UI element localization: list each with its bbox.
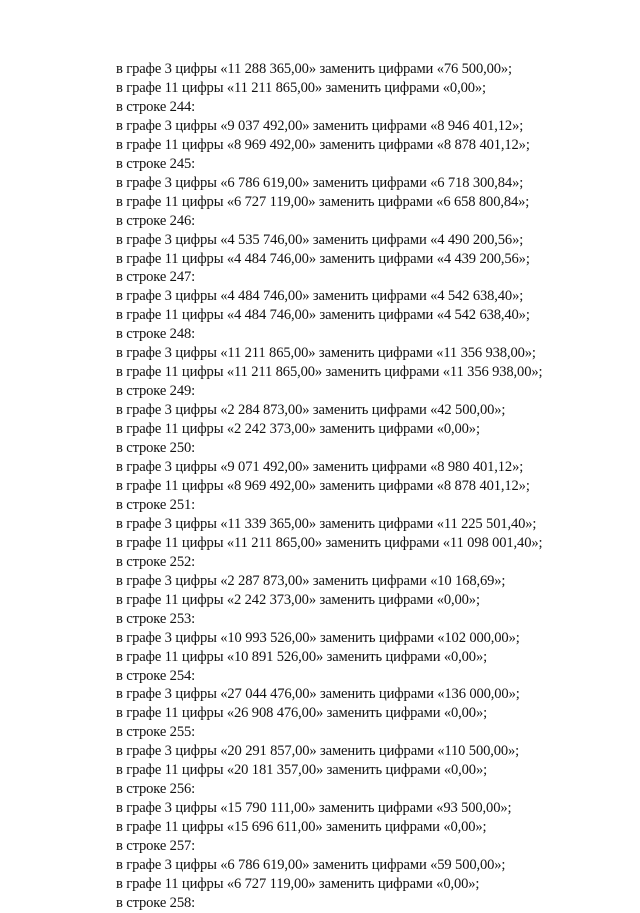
row-heading: в строке 245: <box>116 155 196 172</box>
row-heading: в строке 248: <box>116 326 196 343</box>
text-line: в графе 11 цифры «8 969 492,00» заменить цифрами «8 878 401,12»; <box>116 136 530 153</box>
text-line: в графе 3 цифры «2 287 873,00» заменить цифрами «10 168,69»; <box>116 572 506 589</box>
row-heading: в строке 254: <box>116 667 196 684</box>
text-line: в графе 3 цифры «27 044 476,00» заменить цифрами «136 000,00»; <box>116 686 520 703</box>
text-line: в графе 3 цифры «9 037 492,00» заменить цифрами «8 946 401,12»; <box>116 117 524 134</box>
text-line: в графе 3 цифры «4 535 746,00» заменить цифрами «4 490 200,56»; <box>116 231 524 248</box>
text-line: в графе 3 цифры «11 211 865,00» заменить цифрами «11 356 938,00»; <box>116 345 536 362</box>
text-line: в графе 11 цифры «2 242 373,00» заменить цифрами «0,00»; <box>116 421 480 438</box>
row-heading: в строке 249: <box>116 383 196 400</box>
text-line: в графе 11 цифры «11 211 865,00» заменить цифрами «11 098 001,40»; <box>116 534 543 551</box>
row-heading: в строке 256: <box>116 781 196 798</box>
text-line: в графе 11 цифры «10 891 526,00» заменить цифрами «0,00»; <box>116 648 488 665</box>
row-heading: в строке 252: <box>116 553 196 570</box>
row-heading: в строке 253: <box>116 610 196 627</box>
text-line: в графе 11 цифры «4 484 746,00» заменить цифрами «4 542 638,40»; <box>116 307 530 324</box>
text-line: в графе 11 цифры «26 908 476,00» заменить цифрами «0,00»; <box>116 705 488 722</box>
row-heading: в строке 246: <box>116 212 196 229</box>
row-heading: в строке 257: <box>116 838 196 855</box>
text-line: в графе 11 цифры «2 242 373,00» заменить цифрами «0,00»; <box>116 591 480 608</box>
row-heading: в строке 258: <box>116 894 196 911</box>
text-line: в графе 11 цифры «6 727 119,00» заменить цифрами «6 658 800,84»; <box>116 193 530 210</box>
text-line: в графе 11 цифры «20 181 357,00» заменить цифрами «0,00»; <box>116 762 488 779</box>
text-line: в графе 11 цифры «11 211 865,00» заменить цифрами «0,00»; <box>116 79 486 96</box>
text-line: в графе 11 цифры «15 696 611,00» заменить цифрами «0,00»; <box>116 819 487 836</box>
text-line: в графе 3 цифры «15 790 111,00» заменить цифрами «93 500,00»; <box>116 800 512 817</box>
row-heading: в строке 250: <box>116 440 196 457</box>
text-line: в графе 3 цифры «6 786 619,00» заменить цифрами «59 500,00»; <box>116 857 506 874</box>
text-line: в графе 3 цифры «11 288 365,00» заменить цифрами «76 500,00»; <box>116 61 512 77</box>
text-line: в графе 3 цифры «11 339 365,00» заменить цифрами «11 225 501,40»; <box>116 515 537 532</box>
text-line: в графе 11 цифры «8 969 492,00» заменить цифрами «8 878 401,12»; <box>116 477 530 494</box>
row-heading: в строке 255: <box>116 724 196 741</box>
text-line: в графе 3 цифры «2 284 873,00» заменить цифрами «42 500,00»; <box>116 402 506 419</box>
text-line: в графе 3 цифры «9 071 492,00» заменить цифрами «8 980 401,12»; <box>116 459 524 476</box>
text-line: в графе 11 цифры «6 727 119,00» заменить цифрами «0,00»; <box>116 875 480 892</box>
row-heading: в строке 251: <box>116 496 196 513</box>
row-heading: в строке 244: <box>116 98 196 115</box>
text-line: в графе 3 цифры «20 291 857,00» заменить цифрами «110 500,00»; <box>116 743 520 760</box>
text-line: в графе 3 цифры «6 786 619,00» заменить цифрами «6 718 300,84»; <box>116 174 524 191</box>
text-line: в графе 3 цифры «4 484 746,00» заменить цифрами «4 542 638,40»; <box>116 288 524 305</box>
text-line: в графе 3 цифры «10 993 526,00» заменить цифрами «102 000,00»; <box>116 629 520 646</box>
document-body <box>116 60 616 913</box>
text-line: в графе 11 цифры «11 211 865,00» заменить цифрами «11 356 938,00»; <box>116 364 543 381</box>
text-line: в графе 11 цифры «4 484 746,00» заменить цифрами «4 439 200,56»; <box>116 250 530 267</box>
row-heading: в строке 247: <box>116 269 196 286</box>
